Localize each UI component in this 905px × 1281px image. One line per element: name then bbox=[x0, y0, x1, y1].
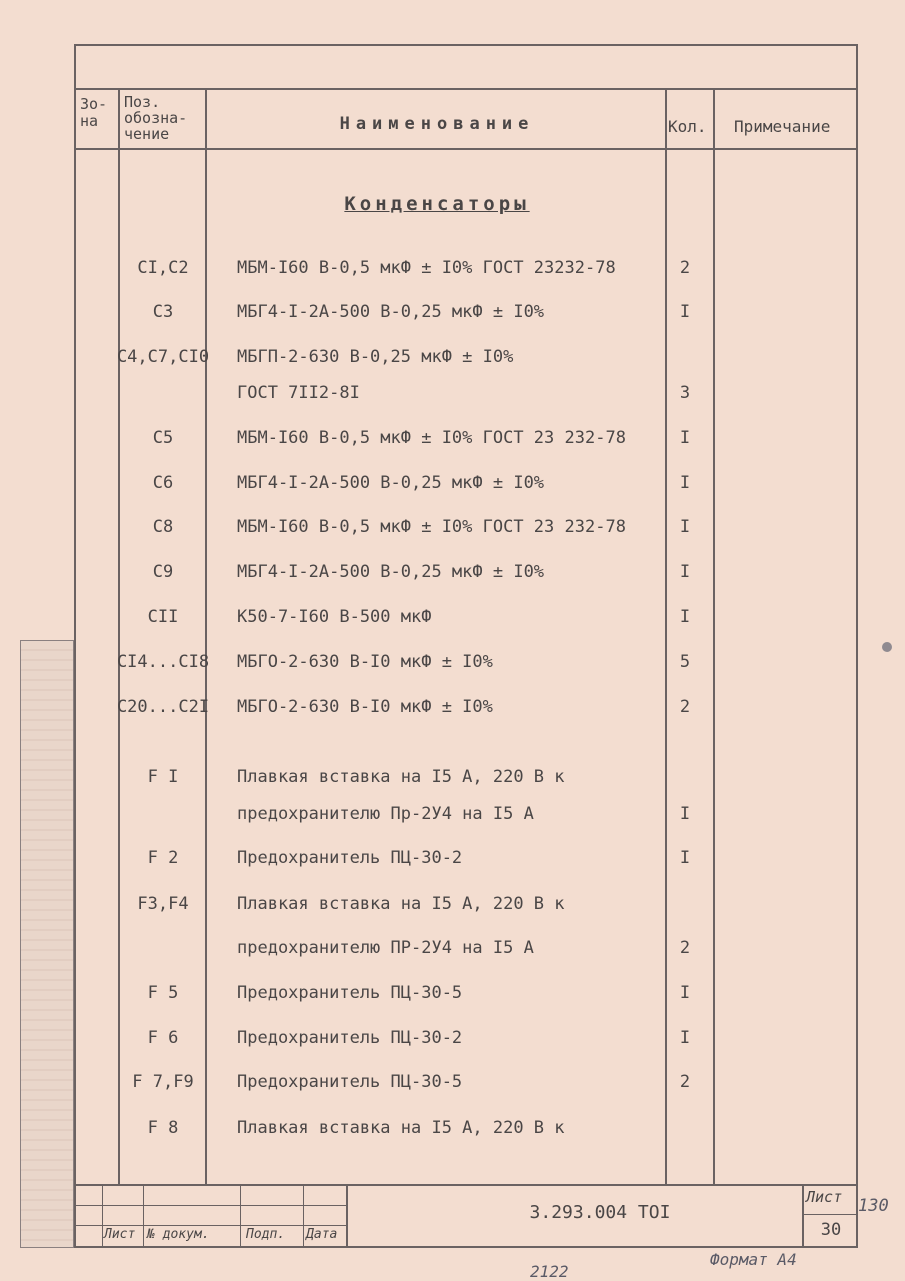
row-qty: 2 bbox=[679, 258, 691, 278]
punch-hole bbox=[882, 642, 892, 652]
row-qty: I bbox=[679, 302, 691, 322]
row-name: предохранителю Пр-2У4 на I5 А bbox=[237, 804, 534, 824]
title-block-divider bbox=[802, 1184, 804, 1248]
row-name: Плавкая вставка на I5 А, 220 В к bbox=[237, 894, 565, 914]
title-block-divider bbox=[240, 1184, 241, 1248]
row-pos: C3 bbox=[152, 302, 174, 322]
row-qty: I bbox=[679, 848, 691, 868]
row-name: Предохранитель ПЦ-30-5 bbox=[237, 983, 463, 1003]
title-block-divider bbox=[303, 1184, 304, 1248]
document-code: 3.293.004 ТОI bbox=[529, 1202, 671, 1223]
row-name: МБГ4-I-2А-500 В-0,25 мкФ ± I0% bbox=[237, 302, 545, 322]
row-qty: I bbox=[679, 562, 691, 582]
row-name: Предохранитель ПЦ-30-2 bbox=[237, 848, 463, 868]
sheet-number: 30 bbox=[820, 1220, 842, 1240]
row-pos: F3,F4 bbox=[137, 894, 189, 914]
title-col-signature: Подп. bbox=[246, 1227, 286, 1242]
title-col-date: Дата bbox=[306, 1227, 338, 1242]
row-qty: I bbox=[679, 804, 691, 824]
row-name: МБМ-I60 В-0,5 мкФ ± I0% ГОСТ 23 232-78 bbox=[237, 428, 626, 448]
header-zone: Зо- на bbox=[80, 95, 108, 130]
row-pos: C6 bbox=[152, 473, 174, 493]
row-pos: F 6 bbox=[147, 1028, 179, 1048]
title-block-mid-line-2 bbox=[74, 1225, 346, 1226]
row-name: МБГП-2-630 В-0,25 мкФ ± I0% bbox=[237, 347, 514, 367]
row-pos: C20...C2I bbox=[116, 697, 210, 717]
row-pos: CI,C2 bbox=[137, 258, 189, 278]
row-qty: 2 bbox=[679, 697, 691, 717]
row-name: МБГ4-I-2А-500 В-0,25 мкФ ± I0% bbox=[237, 473, 545, 493]
title-block-divider bbox=[102, 1184, 103, 1248]
title-col-sheet: Лист bbox=[104, 1227, 136, 1242]
section-title: Конденсаторы bbox=[344, 193, 530, 215]
row-qty: I bbox=[679, 983, 691, 1003]
row-qty: 2 bbox=[679, 938, 691, 958]
row-name: К50-7-I60 В-500 мкФ bbox=[237, 607, 432, 627]
row-pos: F 7,F9 bbox=[132, 1072, 194, 1092]
binding-margin-stamp bbox=[20, 640, 74, 1248]
title-block-divider bbox=[143, 1184, 144, 1248]
col-line-name bbox=[665, 88, 667, 1184]
header-name: Наименование bbox=[339, 114, 535, 134]
row-qty: I bbox=[679, 607, 691, 627]
header-bottom-line bbox=[74, 148, 858, 150]
title-block-top-line bbox=[74, 1184, 858, 1186]
row-name: ГОСТ 7II2-8I bbox=[237, 383, 360, 403]
row-name: МБМ-I60 В-0,5 мкФ ± I0% ГОСТ 23 232-78 bbox=[237, 517, 626, 537]
handwritten-page-total: 130 bbox=[858, 1196, 889, 1216]
row-qty: I bbox=[679, 473, 691, 493]
row-name: МБГО-2-630 В-I0 мкФ ± I0% bbox=[237, 652, 493, 672]
handwritten-format: Формат А4 bbox=[710, 1250, 797, 1269]
title-block-divider bbox=[346, 1184, 348, 1248]
row-name: Предохранитель ПЦ-30-2 bbox=[237, 1028, 463, 1048]
handwritten-bottom-number: 2122 bbox=[530, 1262, 569, 1281]
col-line-qty bbox=[713, 88, 715, 1184]
col-line-zone bbox=[118, 88, 120, 1184]
col-line-pos bbox=[205, 88, 207, 1184]
row-pos: F 2 bbox=[147, 848, 179, 868]
row-name: МБГО-2-630 В-I0 мкФ ± I0% bbox=[237, 697, 493, 717]
row-name: Предохранитель ПЦ-30-5 bbox=[237, 1072, 463, 1092]
row-pos: CII bbox=[147, 607, 179, 627]
title-col-doc-number: № докум. bbox=[147, 1227, 210, 1242]
sheet-label: Лист bbox=[806, 1188, 843, 1206]
row-qty: I bbox=[679, 428, 691, 448]
header-top-line bbox=[74, 88, 858, 90]
row-pos: C8 bbox=[152, 517, 174, 537]
row-pos: C4,C7,CI0 bbox=[116, 347, 210, 367]
header-position: Поз. обозна- чение bbox=[124, 93, 188, 143]
row-qty: 5 bbox=[679, 652, 691, 672]
row-pos: F I bbox=[147, 767, 179, 787]
row-name: Плавкая вставка на I5 А, 220 В к bbox=[237, 767, 565, 787]
row-pos: C5 bbox=[152, 428, 174, 448]
row-name: Плавкая вставка на I5 А, 220 В к bbox=[237, 1118, 565, 1138]
row-name: МБМ-I60 В-0,5 мкФ ± I0% ГОСТ 23232-78 bbox=[237, 258, 616, 278]
row-name: МБГ4-I-2А-500 В-0,25 мкФ ± I0% bbox=[237, 562, 545, 582]
row-pos: F 8 bbox=[147, 1118, 179, 1138]
title-block-sheet-line bbox=[802, 1214, 858, 1215]
row-pos: F 5 bbox=[147, 983, 179, 1003]
row-name: предохранителю ПР-2У4 на I5 А bbox=[237, 938, 534, 958]
row-qty: 3 bbox=[679, 383, 691, 403]
sheet-frame bbox=[74, 44, 858, 1248]
title-block-mid-line bbox=[74, 1205, 346, 1206]
row-qty: I bbox=[679, 517, 691, 537]
row-qty: 2 bbox=[679, 1072, 691, 1092]
header-qty: Кол. bbox=[668, 117, 707, 136]
row-pos: CI4...CI8 bbox=[116, 652, 210, 672]
header-note: Примечание bbox=[734, 117, 831, 136]
row-qty: I bbox=[679, 1028, 691, 1048]
row-pos: C9 bbox=[152, 562, 174, 582]
